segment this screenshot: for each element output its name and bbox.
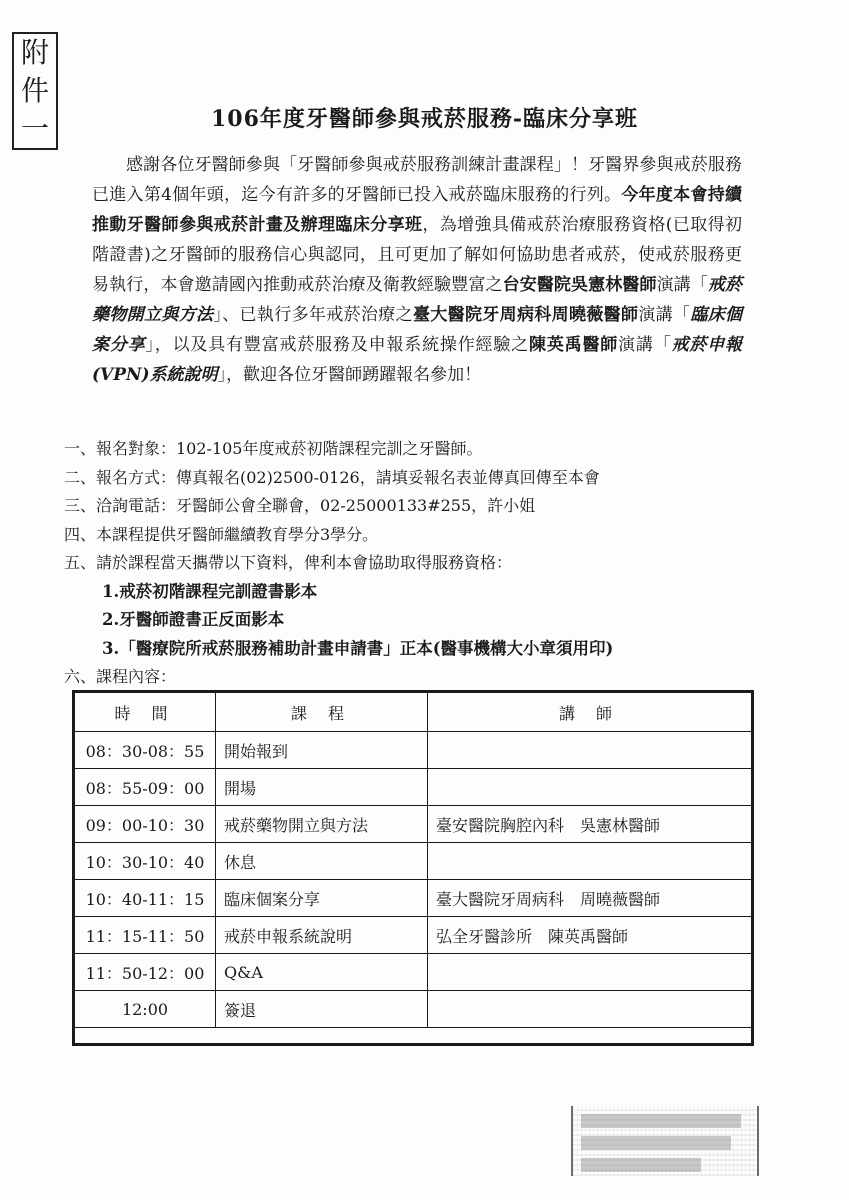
cell-time: 12:00 (75, 991, 216, 1028)
header-speaker: 講 師 (428, 693, 752, 732)
cell-time: 10：30-10：40 (75, 843, 216, 880)
cell-time: 11：15-11：50 (75, 917, 216, 954)
table-row (75, 843, 752, 880)
cell-time: 09：00-10：30 (75, 806, 216, 843)
table-row (75, 991, 752, 1028)
info-list (64, 435, 784, 692)
header-course: 課 程 (216, 693, 428, 732)
table-row (75, 806, 752, 843)
required-doc-item: 3.「醫療院所戒菸服務補助計畫申請書」正本(醫事機構大小章須用印) (102, 638, 614, 658)
cell-speaker: 臺安醫院胸腔內科 吳憲林醫師 (428, 806, 752, 843)
cell-course: 開場 (216, 769, 428, 806)
intro-text: ，為增強具備戒菸治療服務資格(已取得初階證書)之牙醫師的服務信心與認同，且可更加了解如何協助患者戒菸，使戒菸服務更易執行，本會邀請國內推動戒菸治療及衛教經驗豐富之 (92, 215, 742, 295)
page-title: 106年度牙醫師參與戒菸服務-臨床分享班 (210, 106, 639, 132)
table-header-row (75, 693, 752, 732)
intro-text: 」，以及具有豐富戒菸服務及申報系統操作經驗之 (145, 335, 529, 355)
cell-course: Q&A (216, 954, 428, 991)
intro-bold: 台安醫院吳憲林醫師 (502, 275, 657, 295)
intro-text: 感謝各位牙醫師參與「牙醫師參與戒菸服務訓練計畫課程」！牙醫界參與戒菸服務已進入第4個年頭，迄今有許多的牙醫師已投入戒菸臨床服務的行列。 (92, 155, 742, 205)
course-heading: 六、課程內容： (64, 667, 177, 686)
cell-time: 08：30-08：55 (75, 732, 216, 769)
cell-speaker: 臺大醫院牙周病科 周曉薇醫師 (428, 880, 752, 917)
cell-speaker (428, 843, 752, 880)
list-item: 五、請於課程當天攜帶以下資料，俾利本會協助取得服務資格： (64, 553, 513, 572)
list-item: 一、報名對象：102-105年度戒菸初階課程完訓之牙醫師。 (64, 439, 483, 458)
cell-speaker (428, 991, 752, 1028)
cell-speaker (428, 732, 752, 769)
cell-speaker: 弘全牙醫診所 陳英禹醫師 (428, 917, 752, 954)
intro-bold: 今年度本會持續推動牙醫師參與戒菸計畫及辦理臨床分享班 (92, 185, 742, 235)
cell-speaker (428, 769, 752, 806)
list-item: 二、報名方式：傳真報名(02)2500-0126，請填妥報名表並傳真回傳至本會 (64, 467, 600, 487)
intro-paragraph (92, 150, 742, 390)
cell-course: 戒菸申報系統說明 (216, 917, 428, 954)
intro-text: 演講「 (638, 305, 691, 325)
intro-emphasis: 戒菸藥物開立與方法 (92, 275, 743, 325)
cell-time: 11：50-12：00 (75, 954, 216, 991)
cell-time: 08：55-09：00 (75, 769, 216, 806)
cell-course: 簽退 (216, 991, 428, 1028)
cell-course: 臨床個案分享 (216, 880, 428, 917)
intro-text: 演講「 (656, 275, 708, 295)
seal-stamp (571, 1106, 759, 1176)
intro-bold: 臺大醫院牙周病科周曉薇醫師 (412, 305, 639, 325)
attachment-char: 件 (20, 74, 49, 107)
intro-emphasis: 戒菸申報(VPN)系統說明 (92, 335, 743, 385)
intro-bold: 陳英禹醫師 (529, 335, 619, 355)
list-item: 三、洽詢電話：牙醫師公會全聯會，02-25000133#255，許小姐 (64, 496, 536, 515)
table-row (75, 880, 752, 917)
schedule-table (74, 692, 752, 1028)
list-item: 四、本課程提供牙醫師繼續教育學分3學分。 (64, 524, 379, 544)
cell-time: 10：40-11：15 (75, 880, 216, 917)
attachment-char: 一 (20, 112, 49, 145)
table-row (75, 769, 752, 806)
required-doc-item: 1.戒菸初階課程完訓證書影本 (102, 581, 318, 601)
attachment-char: 附 (20, 36, 49, 69)
header-time: 時 間 (75, 693, 216, 732)
intro-text: 」，歡迎各位牙醫師踴躍報名參加！ (217, 365, 482, 385)
cell-speaker (428, 954, 752, 991)
intro-text: 演講「 (618, 335, 672, 355)
table-row (75, 732, 752, 769)
table-row (75, 954, 752, 991)
intro-emphasis: 臨床個案分享 (92, 305, 743, 355)
cell-course: 戒菸藥物開立與方法 (216, 806, 428, 843)
cell-course: 開始報到 (216, 732, 428, 769)
cell-course: 休息 (216, 843, 428, 880)
required-doc-item: 2.牙醫師證書正反面影本 (102, 610, 285, 629)
table-row (75, 917, 752, 954)
intro-text: 」、已執行多年戒菸治療之 (213, 305, 413, 325)
